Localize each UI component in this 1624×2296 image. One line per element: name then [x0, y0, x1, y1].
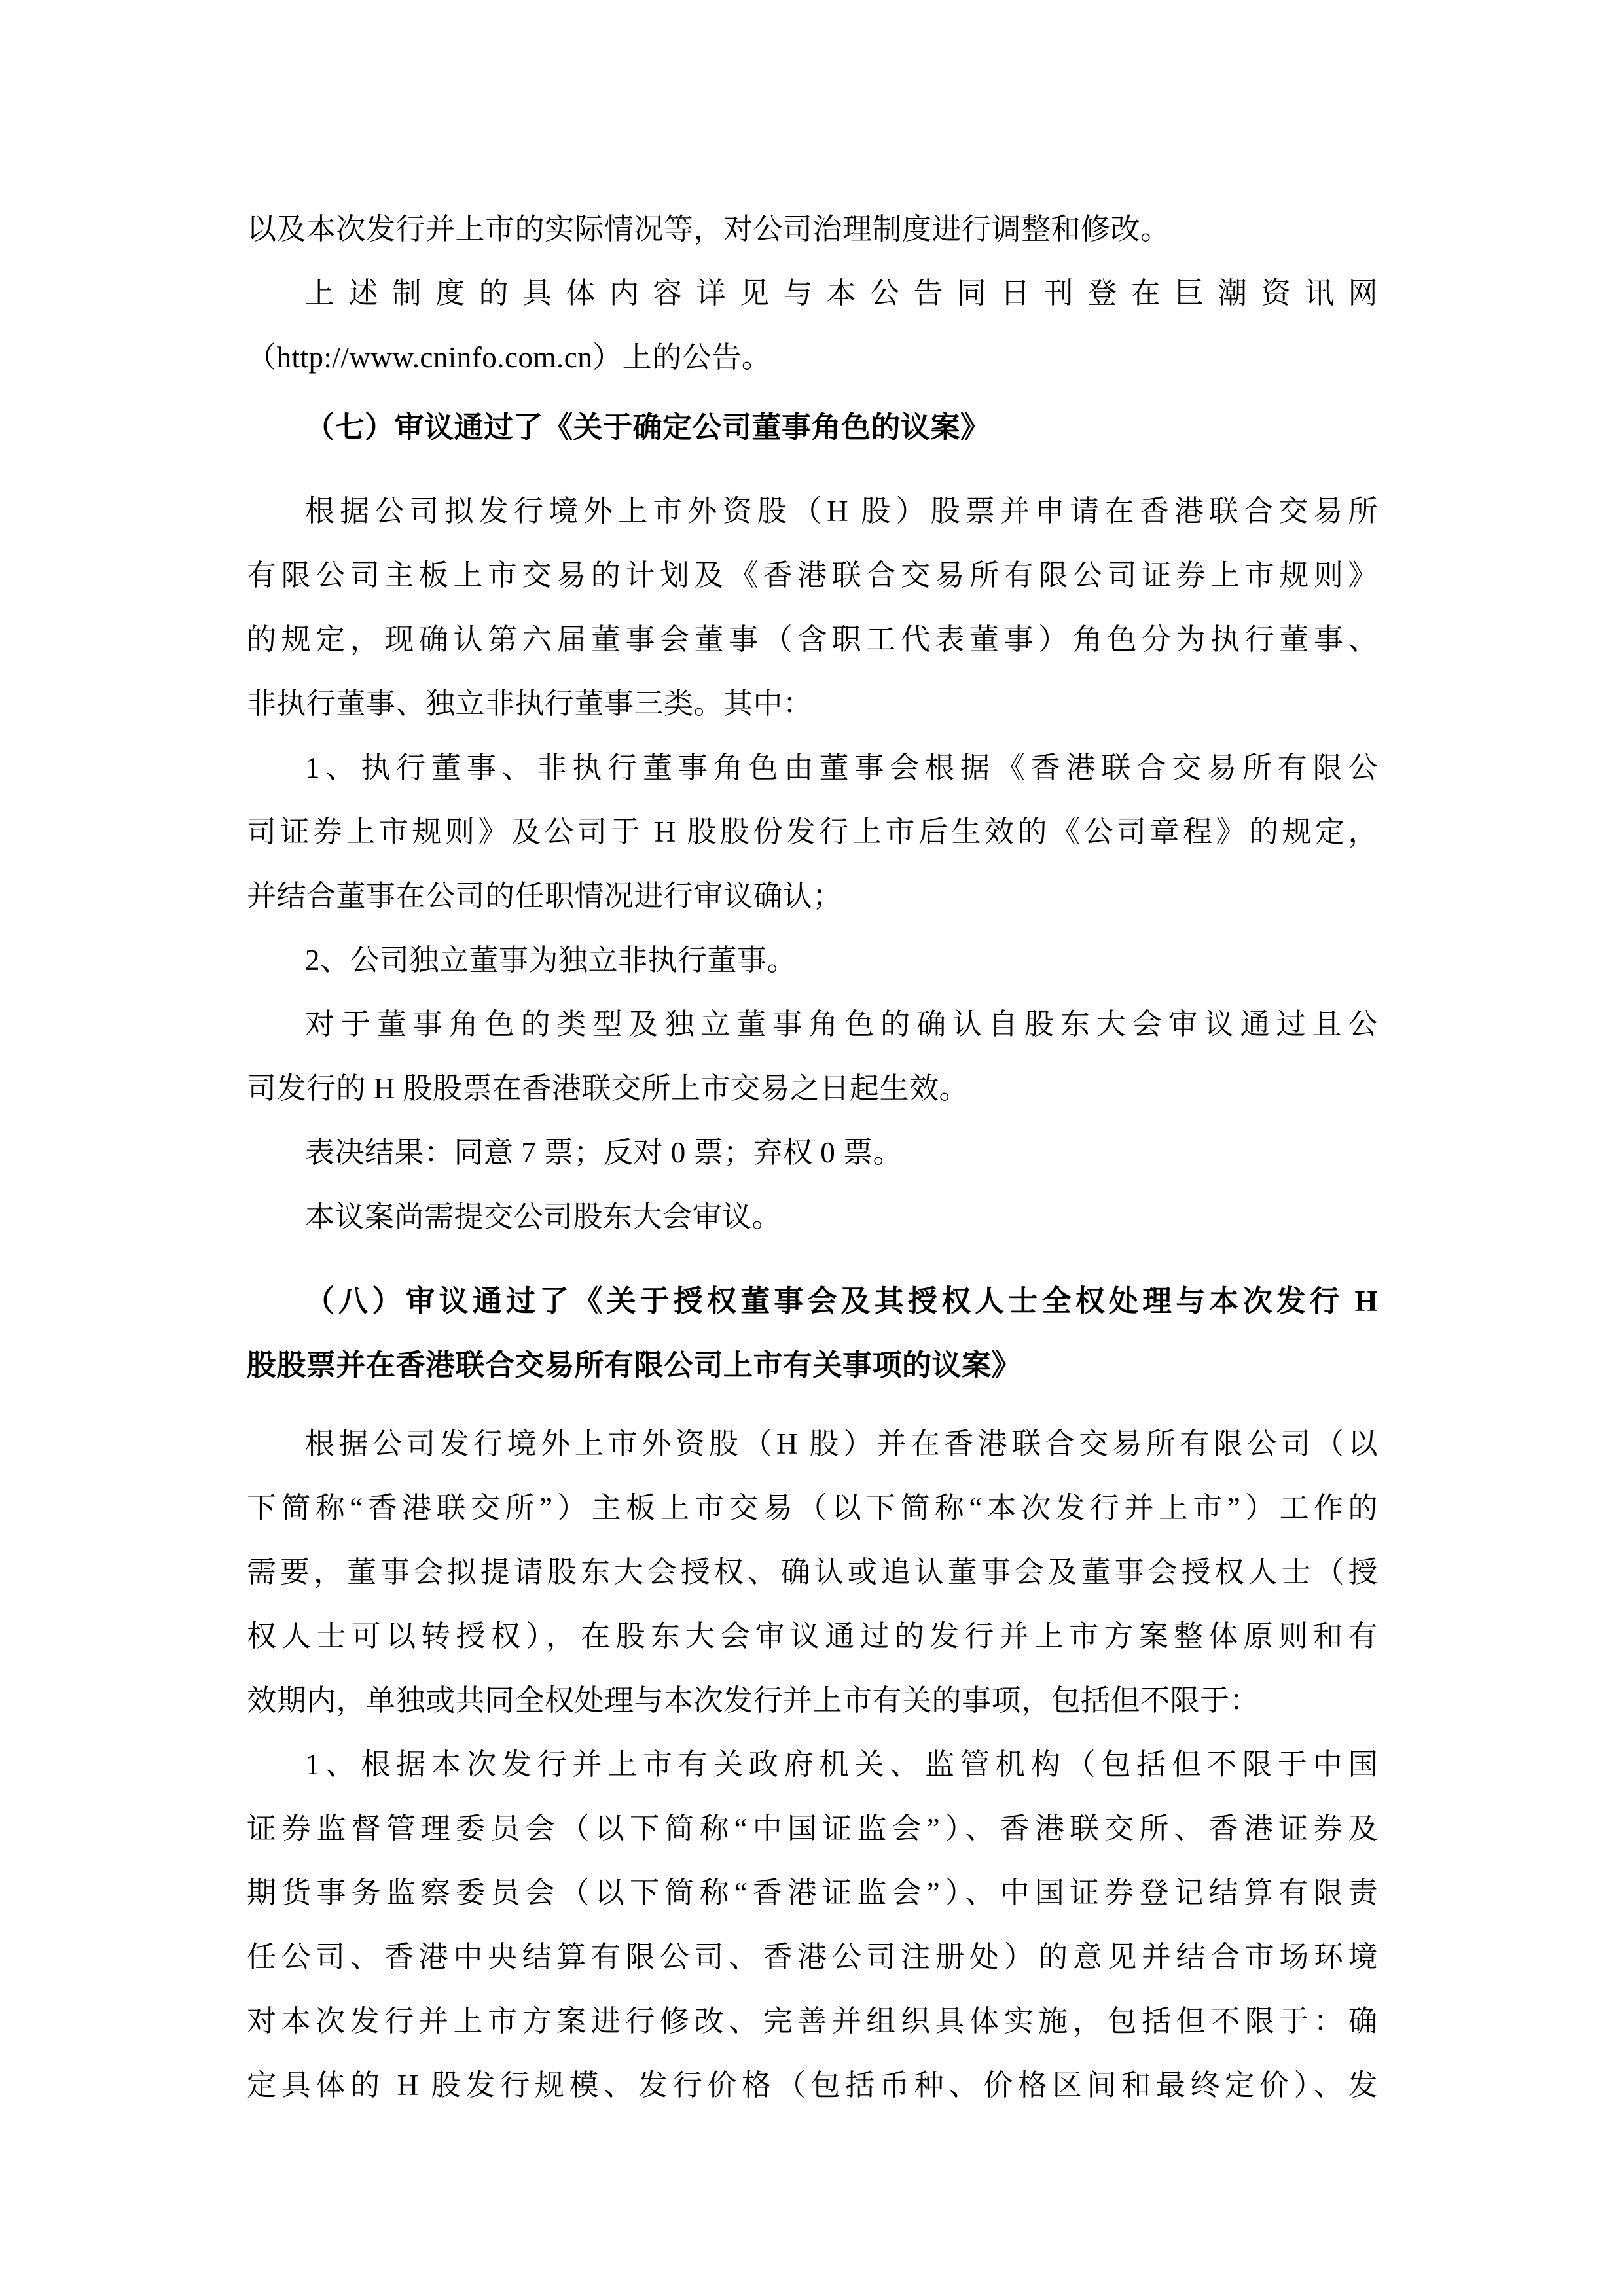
paragraph-line: 需要，董事会拟提请股东大会授权、确认或追认董事会及董事会授权人士（授: [247, 1556, 1378, 1588]
paragraph-line: 定具体的 H 股发行规模、发行价格（包括币种、价格区间和最终定价）、发: [247, 2069, 1378, 2102]
paragraph-line: 的规定，现确认第六届董事会董事（含职工代表董事）角色分为执行董事、: [247, 623, 1378, 656]
paragraph-line: 以及本次发行并上市的实际情况等，对公司治理制度进行调整和修改。: [247, 213, 1170, 245]
paragraph-line: 非执行董事、独立非执行董事三类。其中：: [247, 687, 813, 720]
list-item-1-line: 1、执行董事、非执行董事角色由董事会根据《香港联合交易所有限公: [305, 751, 1378, 784]
paragraph-line: （http://www.cninfo.com.cn）上的公告。: [247, 341, 772, 374]
paragraph-line: 证券监督管理委员会（以下简称“中国证监会”）、香港联交所、香港证券及: [247, 1812, 1378, 1845]
section-7-heading: （七）审议通过了《关于确定公司董事角色的议案》: [305, 411, 990, 444]
paragraph-line: 根据公司发行境外上市外资股（H 股）并在香港联合交易所有限公司（以: [305, 1427, 1378, 1460]
document-content: [247, 197, 1378, 2117]
paragraph-line: 并结合董事在公司的任职情况进行审议确认；: [247, 880, 843, 912]
paragraph-line: 效期内，单独或共同全权处理与本次发行并上市有关的事项，包括但不限于：: [247, 1684, 1260, 1717]
list-item-1-line: 1、根据本次发行并上市有关政府机关、监管机构（包括但不限于中国: [305, 1748, 1378, 1781]
vote-result-line: 表决结果：同意 7 票；反对 0 票；弃权 0 票。: [305, 1136, 903, 1169]
paragraph-line: 下简称“香港联交所”）主板上市交易（以下简称“本次发行并上市”）工作的: [247, 1492, 1378, 1524]
paragraph-line: 根据公司拟发行境外上市外资股（H 股）股票并申请在香港联合交易所: [305, 495, 1378, 528]
section-8-heading-line-2: 股股票并在香港联合交易所有限公司上市有关事项的议案》: [247, 1349, 1022, 1382]
paragraph-line: 期货事务监察委员会（以下简称“香港证监会”）、中国证券登记结算有限责: [247, 1876, 1378, 1909]
paragraph-line: 对于董事角色的类型及独立董事角色的确认自股东大会审议通过且公: [305, 1008, 1378, 1041]
paragraph-line: 对本次发行并上市方案进行修改、完善并组织具体实施，包括但不限于：确: [247, 2005, 1378, 2037]
paragraph-line: 有限公司主板上市交易的计划及《香港联合交易所有限公司证券上市规则》: [247, 559, 1378, 592]
paragraph-line: 司证券上市规则》及公司于 H 股股份发行上市后生效的《公司章程》的规定，: [247, 816, 1378, 848]
paragraph-line: 任公司、香港中央结算有限公司、香港公司注册处）的意见并结合市场环境: [247, 1941, 1378, 1973]
submission-note-line: 本议案尚需提交公司股东大会审议。: [305, 1200, 782, 1233]
paragraph-line: 上述制度的具体内容详见与本公告同日刊登在巨潮资讯网: [305, 277, 1378, 310]
paragraph-line: 司发行的 H 股股票在香港联交所上市交易之日起生效。: [247, 1072, 969, 1105]
paragraph-line: 权人士可以转授权），在股东大会审议通过的发行并上市方案整体原则和有: [247, 1620, 1378, 1653]
list-item-2-line: 2、公司独立董事为独立非执行董事。: [305, 944, 797, 977]
section-8-heading-line-1: （八）审议通过了《关于授权董事会及其授权人士全权处理与本次发行 H: [305, 1285, 1378, 1318]
